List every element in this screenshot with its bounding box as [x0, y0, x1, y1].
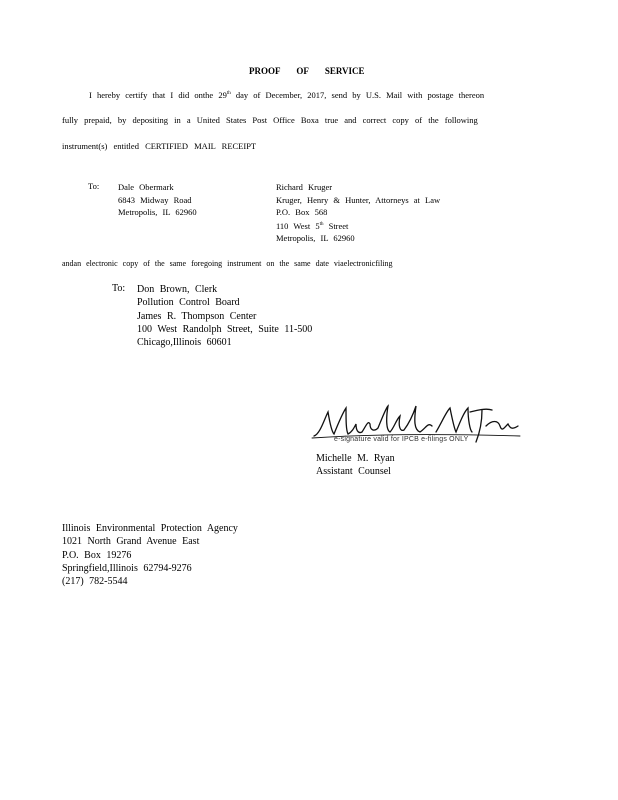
recipient-b-name: Richard Kruger [276, 182, 333, 192]
certification-line-1 [89, 90, 484, 100]
recipient-a-city: Metropolis, IL 62960 [118, 207, 197, 217]
ordinal-suffix: th [226, 91, 231, 97]
recipient-b-city: Metropolis, IL 62960 [276, 232, 355, 243]
recipient-b-street [276, 219, 440, 232]
signer-block [316, 452, 395, 479]
board-org: Pollution Control Board [137, 297, 240, 309]
recipients-to-label: To: [88, 181, 100, 191]
board-address [137, 283, 312, 349]
signer-role: Assistant Counsel [316, 466, 391, 478]
agency-city: Springfield,Illinois 62794-9276 [62, 562, 192, 574]
agency-street: 1021 North Grand Avenue East [62, 536, 200, 548]
recipient-a-street: 6843 Midway Road [118, 194, 192, 205]
board-to-label: To: [112, 283, 126, 294]
electronic-copy-line: andan electronic copy of the same foregoing instrument on the same date viaelectronicfiling [62, 259, 393, 268]
recipient-b-firm: Kruger, Henry & Hunter, Attorneys at Law [276, 194, 441, 205]
recipient-a-name: Dale Obermark [118, 182, 174, 192]
agency-box: P.O. Box 19276 [62, 549, 132, 561]
certification-text-start: I hereby certify that I did onthe 29 [89, 90, 227, 100]
signer-name: Michelle M. Ryan [316, 453, 395, 464]
recipient-b-street-num: 110 West 5 [276, 220, 320, 231]
recipient-b-box: P.O. Box 568 [276, 207, 328, 217]
recipient-address-b [276, 181, 440, 244]
certification-line-2: fully prepaid, by depositing in a United States Post Office Boxa true and correct copy of the following [62, 115, 478, 125]
recipient-address-a [118, 181, 197, 219]
recipient-b-street-sup: th [319, 221, 324, 227]
recipient-b-street-end: Street [323, 220, 349, 231]
certification-line-3: instrument(s) entitled CERTIFIED MAIL RECEIPT [62, 141, 257, 151]
board-center: James R. Thompson Center [137, 310, 257, 322]
agency-phone: (217) 782-5544 [62, 576, 128, 588]
board-clerk: Don Brown, Clerk [137, 284, 218, 295]
document-title: PROOF OF SERVICE [249, 66, 365, 76]
certification-text-end: day of December, 2017, send by U.S. Mail with postage thereon [230, 90, 485, 100]
agency-name: Illinois Environmental Protection Agency [62, 523, 238, 534]
signature-caption: e-signature valid for IPCB e-filings ONLY [334, 436, 469, 443]
agency-address [62, 522, 238, 588]
board-city: Chicago,Illinois 60601 [137, 337, 232, 349]
board-street: 100 West Randolph Street, Suite 11-500 [137, 323, 313, 335]
